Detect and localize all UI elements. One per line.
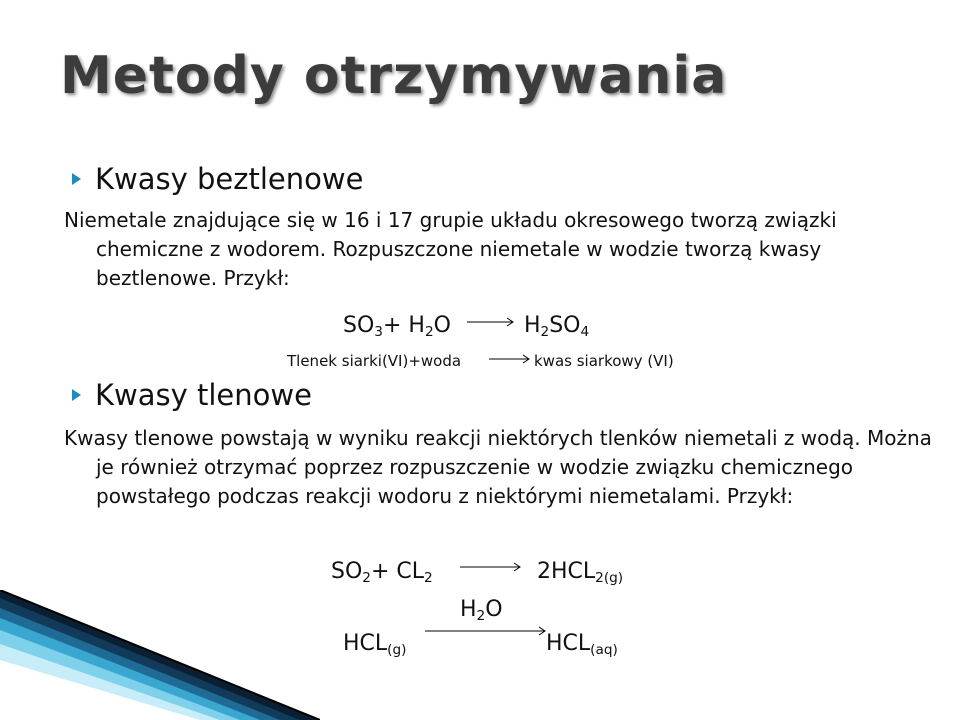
word-equation-left: Tlenek siarki(VI)+woda: [287, 352, 462, 370]
section-heading: Kwasy tlenowe: [95, 378, 312, 412]
reaction-arrow-icon: [467, 316, 519, 328]
bullet-arrow-icon: [72, 389, 81, 401]
corner-decoration: [0, 590, 320, 720]
equation-left: $SO_2+ CL_2$: [331, 559, 433, 587]
equation-left: $HCL_{(g)}$: [343, 631, 407, 659]
section-heading-row: [72, 378, 312, 412]
slide-title: Metody otrzymywania: [60, 46, 728, 106]
section-heading: Kwasy beztlenowe: [95, 162, 364, 196]
section-heading-row: [72, 162, 363, 196]
equation-left: $SO_3+ H_2O$: [343, 313, 451, 341]
section-paragraph: Kwasy tlenowe powstają w wyniku reakcji niektórych tlenków niemetali z wodą. Można je również otrzymać poprzez rozpuszczenie w wodzie związku chemicznego powstałego podczas reakcji wodoru z niektórymi niemetalami. Przykł:: [64, 426, 932, 508]
word-equation-right: kwas siarkowy (VI): [534, 352, 674, 370]
word-arrow-icon: [489, 353, 533, 365]
equation-right: $H_2SO_4$: [524, 313, 590, 341]
water-label: $H_2O$: [460, 597, 503, 625]
reaction-arrow-icon: [460, 561, 524, 573]
bullet-arrow-icon: [72, 173, 81, 185]
equation-right: $2HCL_{2(g)}$: [537, 559, 624, 587]
equation-right: $HCL_{(aq)}$: [546, 631, 618, 659]
section-paragraph: Niemetale znajdujące się w 16 i 17 grupie układu okresowego tworzą związki chemiczne z wodorem. Rozpuszczone niemetale w wodzie tworzą kwasy beztlenowe. Przykł:: [64, 208, 837, 290]
reaction-arrow-icon: [425, 625, 549, 637]
